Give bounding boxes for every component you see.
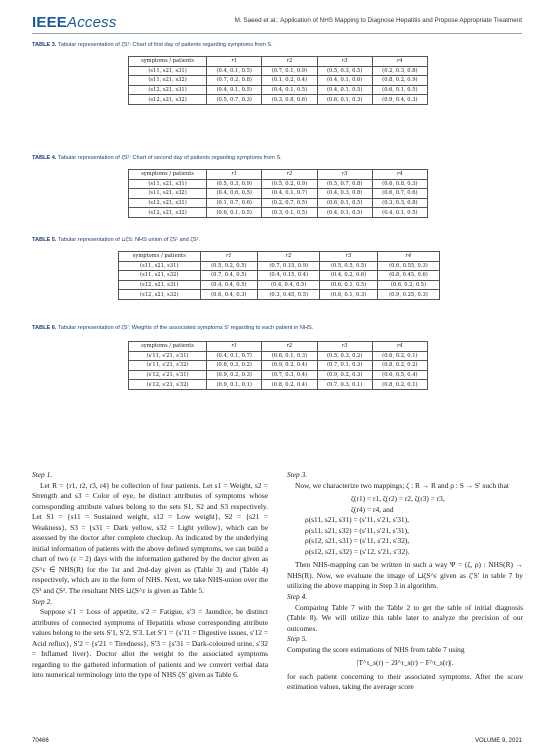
page-header (0, 0, 554, 36)
table-4-caption: TABLE 4. Tabular representation of ζS²: Chart of second day of patients regarding symptoms from S. (32, 155, 282, 161)
step-3-intro: Now, we characterize two mappings; ζ : R → R and ρ : S → S′ such that (295, 480, 509, 490)
step-3-text: Then NHS-mapping can be written in such a way Ψ = (ζ, ρ) : NHS(R) → NHS(R). Now, we evaluate the image of ⊔ζS^ε given as ζ′S′ in table 7 by utilizing the above mapping in Step 3 in algorithm. (287, 560, 523, 591)
table-row: (s′12, s′21, s′31) (0.9, 0.2, 0.3) (0.7, 0.3, 0.4) (0.9, 0.2, 0.3) (0.6, 0.5, 0.4) (129, 370, 428, 380)
table-row: (s′12, s′21, s′32) (0.9, 0.1, 0.1) (0.8, 0.2, 0.4) (0.7, 0.3, 0.1) (0.8, 0.2, 0.1) (129, 380, 428, 390)
step-2-text: Suppose s′1 = Loss of appetite, s′2 = Fatigue, s′3 = Jaundice, be distinct attributes of connected symptoms of Hepatitis whose corresponding attribute values belong to the sets S′1, S′2, S′3. Let S′1 = {s′11 = Digestive issues, s′12 = Acid reflux}, S′2 = {s′21 = Tiredness}, S′3 = {s′31 = Dark-coloured urine, s′32 = Inflamed liver}. Doctor allot the weight to the associated symptoms regarding to the gathered information of patients and we convert verbal data into numerical terminology into the type of NHS ζS′ given as Table 6. (32, 607, 268, 680)
table-header: r1 (200, 252, 258, 262)
left-column (32, 470, 268, 681)
table-header: r1 (207, 57, 262, 67)
table-header: symptoms / patients (129, 57, 207, 67)
equation: ρ(s11, s21, s31) = (s′11, s′21, s′31), (305, 515, 409, 525)
step-4-text: Comparing Table 7 with the Table 2 to get the table of initial diagnosis (Table 8). We will utilize this table later to analyze the precision of our outcomes. (287, 602, 523, 633)
table-header: r2 (262, 342, 317, 352)
table-header: r3 (317, 57, 372, 67)
table-row: (s12, s21, s31) (0.1, 0.7, 0.6) (0.2, 0.7, 0.5) (0.6, 0.1, 0.5) (0.3, 0.3, 0.8) (129, 198, 428, 208)
table-header: r3 (320, 252, 378, 262)
step-2-title: Step 2. (32, 596, 53, 606)
table-row: (s11, s21, s32) (0.4, 0.6, 0.5) (0.4, 0.1, 0.7) (0.4, 0.3, 0.8) (0.6, 0.7, 0.6) (129, 189, 428, 199)
table-3-caption: TABLE 3. Tabular representation of ζS¹: Chart of first day of patients regarding symptoms from S. (32, 42, 273, 48)
table-row: (s12, s21, s32) (0.5, 0.7, 0.3) (0.3, 0.8, 0.6) (0.6, 0.1, 0.3) (0.9, 0.4, 0.3) (129, 95, 428, 105)
table-header: r4 (377, 252, 439, 262)
journal-logo: IEEEAccess (32, 14, 117, 31)
table-4 (128, 169, 428, 218)
table-row: (s′11, s′21, s′32) (0.8, 0.3, 0.2) (0.9, 0.2, 0.4) (0.7, 0.1, 0.3) (0.8, 0.2, 0.2) (129, 361, 428, 371)
equation: ρ(s12, s21, s32) = (s′12, s′21, s′32). (305, 546, 410, 556)
equation: |T^τ_s(r) − 2I^τ_s(r) − F^τ_s(r)|. (357, 658, 454, 668)
table-header: r3 (317, 170, 372, 180)
equation: ζ(r1) = r1, ζ(r2) = r2, ζ(r3) = r3, (351, 494, 445, 504)
table-header: r4 (372, 170, 427, 180)
table-header: r4 (372, 342, 427, 352)
table-header: r2 (262, 170, 317, 180)
step-5-tail: for each patient concerning to their associated symptoms. After the score estimation values, taking the average score (287, 671, 523, 692)
equation: ρ(s11, s21, s32) = (s′11, s′21, s′31), (305, 525, 409, 535)
table-header: r4 (372, 57, 427, 67)
table-row: (s12, s21, s32) (0.6, 0.1, 0.5) (0.3, 0.1, 0.5) (0.4, 0.1, 0.5) (0.4, 0.1, 0.5) (129, 208, 428, 218)
step-5-text: Computing the score estimations of NHS from table 7 using (287, 644, 465, 654)
step-3-title: Step 3. (287, 470, 308, 479)
table-row: (s11, s21, s32) (0.7, 0.2, 0.8) (0.1, 0.2, 0.4) (0.4, 0.1, 0.6) (0.8, 0.2, 0.9) (129, 76, 428, 86)
table-header: symptoms / patients (129, 170, 207, 180)
table-row: (s11, s21, s31) (0.4, 0.1, 0.5) (0.7, 0.1, 0.9) (0.5, 0.3, 0.5) (0.2, 0.3, 0.8) (129, 66, 428, 76)
step-1-title: Step 1. (32, 470, 53, 479)
table-row: (s12, s21, s31) (0.4, 0.1, 0.5) (0.4, 0.1, 0.5) (0.4, 0.1, 0.5) (0.6, 0.1, 0.5) (129, 85, 428, 95)
table-5-caption: TABLE 5. Tabular representation of ⊔ζS: NHS union of ζS¹ and ζS². (32, 237, 200, 243)
table-6 (128, 341, 428, 390)
step-5-title: Step 5. (287, 634, 308, 644)
table-row: (s11, s21, s31) (0.5, 0.2, 0.5) (0.7, 0.15, 0.9) (0.5, 0.5, 0.5) (0.6, 0.55, 0.3) (119, 261, 440, 271)
table-header: r2 (258, 252, 320, 262)
table-header: r2 (262, 57, 317, 67)
table-row: (s11, s21, s31) (0.5, 0.3, 0.9) (0.5, 0.2, 0.9) (0.5, 0.7, 0.8) (0.6, 0.8, 0.3) (129, 179, 428, 189)
table-3 (128, 56, 428, 105)
table-row: (s12, s21, s32) (0.6, 0.4, 0.3) (0.3, 0.45, 0.5) (0.6, 0.1, 0.3) (0.9, 0.25, 0.3) (119, 290, 440, 300)
step-1-text: Let R = {r1, r2, r3, r4} be collection of four patients. Let s1 = Weight, s2 = Strength and s3 = Color of eye, be distinct attributes of symptoms whose corresponding attribute values belong to the sets S1, S2 and S3 respectively. Let S1 = {s11 = Sustained weight, s12 = Low weight}, S2 = {s21 = Weakness}, S3 = {s31 = Dark yellow, s32 = Light yellow}, which can be assessed by the doctor after complete checkup. As indicated by the underlying initial information of patients with the above defined symptoms, we can build a chart of two (ε = 2) days with the information gathered by the doctor given as ζS^ε ∈ NHS(R) for the 1st and 2nd-day given as (Table 3) and (Table 4) respectively, which are in the form of NHS. Next, we take NHS-union over the ζS¹ and ζS². The resultant NHS ⊔ζS^ε is given as Table 5. (32, 480, 268, 596)
page-number: 70466 (32, 738, 49, 744)
running-head: M. Saeed et al.: Application of NHS Mapping to Diagnose Hepatitis and Propose Appropriate Treatment (234, 17, 522, 24)
table-header: symptoms / patients (129, 342, 207, 352)
right-column (287, 470, 523, 693)
table-5 (118, 251, 440, 300)
volume-info: VOLUME 9, 2021 (474, 738, 522, 744)
table-row: (s′11, s′21, s′31) (0.4, 0.1, 0.7) (0.6, 0.1, 0.3) (0.5, 0.3, 0.2) (0.6, 0.2, 0.1) (129, 351, 428, 361)
table-6-caption: TABLE 6. Tabular representation of ζS′: Weights of the associated symptoms S′ regarding to each patient in NHS. (32, 325, 314, 331)
equation: ζ(r4) = r4, and (351, 504, 394, 514)
table-row: (s11, s21, s32) (0.7, 0.4, 0.5) (0.4, 0.15, 0.4) (0.4, 0.2, 0.6) (0.8, 0.45, 0.6) (119, 271, 440, 281)
table-header: r1 (207, 342, 262, 352)
equation: ρ(s12, s21, s31) = (s′11, s′21, s′32), (305, 536, 410, 546)
table-header: symptoms / patients (119, 252, 201, 262)
step-4-title: Step 4. (287, 592, 308, 602)
table-header: r1 (207, 170, 262, 180)
table-row: (s12, s21, s31) (0.4, 0.4, 0.5) (0.4, 0.4, 0.5) (0.6, 0.1, 0.5) (0.6, 0.2, 0.5) (119, 280, 440, 290)
table-header: r3 (317, 342, 372, 352)
header-rule (32, 33, 522, 34)
